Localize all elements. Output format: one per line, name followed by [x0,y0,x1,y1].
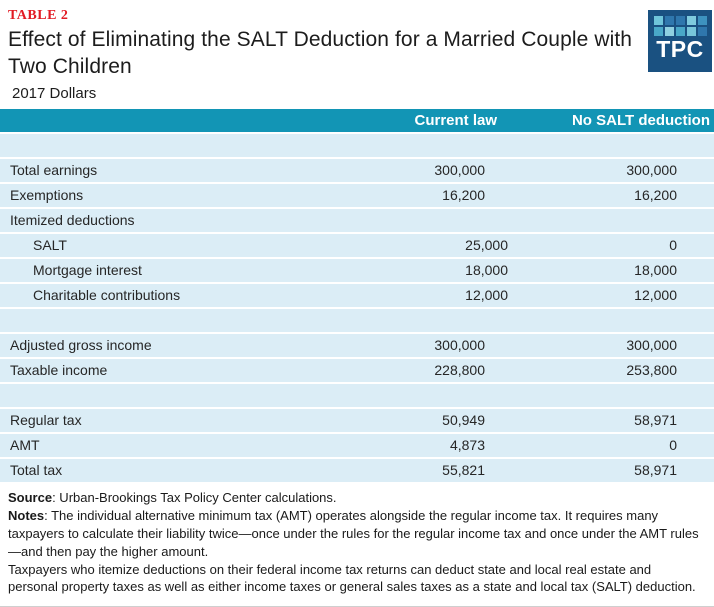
column-header-current-law: Current law [414,111,497,129]
no-salt-value: 300,000 [626,337,677,354]
table-row [0,334,714,359]
row-label: Total earnings [10,162,98,179]
logo-square [676,16,685,25]
row-label: AMT [10,437,40,454]
table-row [0,259,714,284]
row-label: Total tax [10,462,63,479]
table-row [0,359,714,384]
tpc-logo-grid-icon [648,16,712,36]
current-law-value: 4,873 [449,437,485,454]
table-row [0,209,714,234]
logo-square [654,16,663,25]
table-row-spacer [0,134,714,159]
current-law-value: 55,821 [442,462,485,479]
no-salt-value: 16,200 [634,187,677,204]
row-label: Regular tax [10,412,82,429]
table-row-spacer [0,384,714,409]
column-header-no-salt: No SALT deduction [571,111,710,129]
salt-effect-table [0,109,714,484]
tpc-logo-text: TPC [656,36,704,62]
no-salt-value: 18,000 [634,262,677,279]
title-block [0,0,714,102]
notes-label: Notes [8,507,45,523]
row-label: Adjusted gross income [10,337,152,354]
logo-square [665,16,674,25]
page-subtitle: 2017 Dollars [12,84,97,102]
page-title: Effect of Eliminating the SALT Deduction for a Married Couple with Two Children [8,28,633,78]
tpc-logo [648,10,712,72]
logo-square [698,16,707,25]
current-law-value: 12,000 [465,287,508,304]
current-law-value: 18,000 [465,262,508,279]
notes-line [8,507,704,561]
row-label: SALT [33,237,67,254]
table-row [0,459,714,484]
notes-text: : The individual alternative minimum tax (AMT) operates alongside the regular income tax. It requires many taxpayers to calculate their liability twice—once under the rules for the regular income tax and once under the AMT rules—and then pay the higher amount. [8,507,699,559]
table-row [0,184,714,209]
row-label: Taxable income [10,362,108,379]
current-law-value: 228,800 [434,362,485,379]
logo-square [654,27,663,36]
no-salt-value: 0 [669,237,677,254]
table-row [0,234,714,259]
table-header-row [0,109,714,134]
logo-square [665,27,674,36]
no-salt-value: 58,971 [634,412,677,429]
logo-square [687,16,696,25]
row-label: Itemized deductions [10,212,135,229]
current-law-value: 50,949 [442,412,485,429]
row-label: Exemptions [10,187,84,204]
notes-line-2: Taxpayers who itemize deductions on their federal income tax returns can deduct state and local real estate and personal property taxes as well as either income taxes or general sales taxes as a state and local tax (SALT) deduction. [8,561,696,595]
current-law-value: 25,000 [465,237,508,254]
logo-square [698,27,707,36]
current-law-value: 16,200 [442,187,485,204]
no-salt-value: 58,971 [634,462,677,479]
row-label: Mortgage interest [33,262,142,279]
table-row [0,434,714,459]
table-row [0,159,714,184]
logo-square [676,27,685,36]
table-row [0,284,714,309]
table-row [0,409,714,434]
footer-notes [0,484,714,597]
row-label: Charitable contributions [33,287,181,304]
table-row-spacer [0,309,714,334]
no-salt-value: 253,800 [626,362,677,379]
current-law-value: 300,000 [434,162,485,179]
no-salt-value: 300,000 [626,162,677,179]
no-salt-value: 0 [669,437,677,454]
current-law-value: 300,000 [434,337,485,354]
source-text: : Urban-Brookings Tax Policy Center calculations. [52,489,337,505]
source-label: Source [8,489,53,505]
logo-square [687,27,696,36]
table-number-label: TABLE 2 [8,8,69,23]
source-line [8,489,704,507]
no-salt-value: 12,000 [634,287,677,304]
